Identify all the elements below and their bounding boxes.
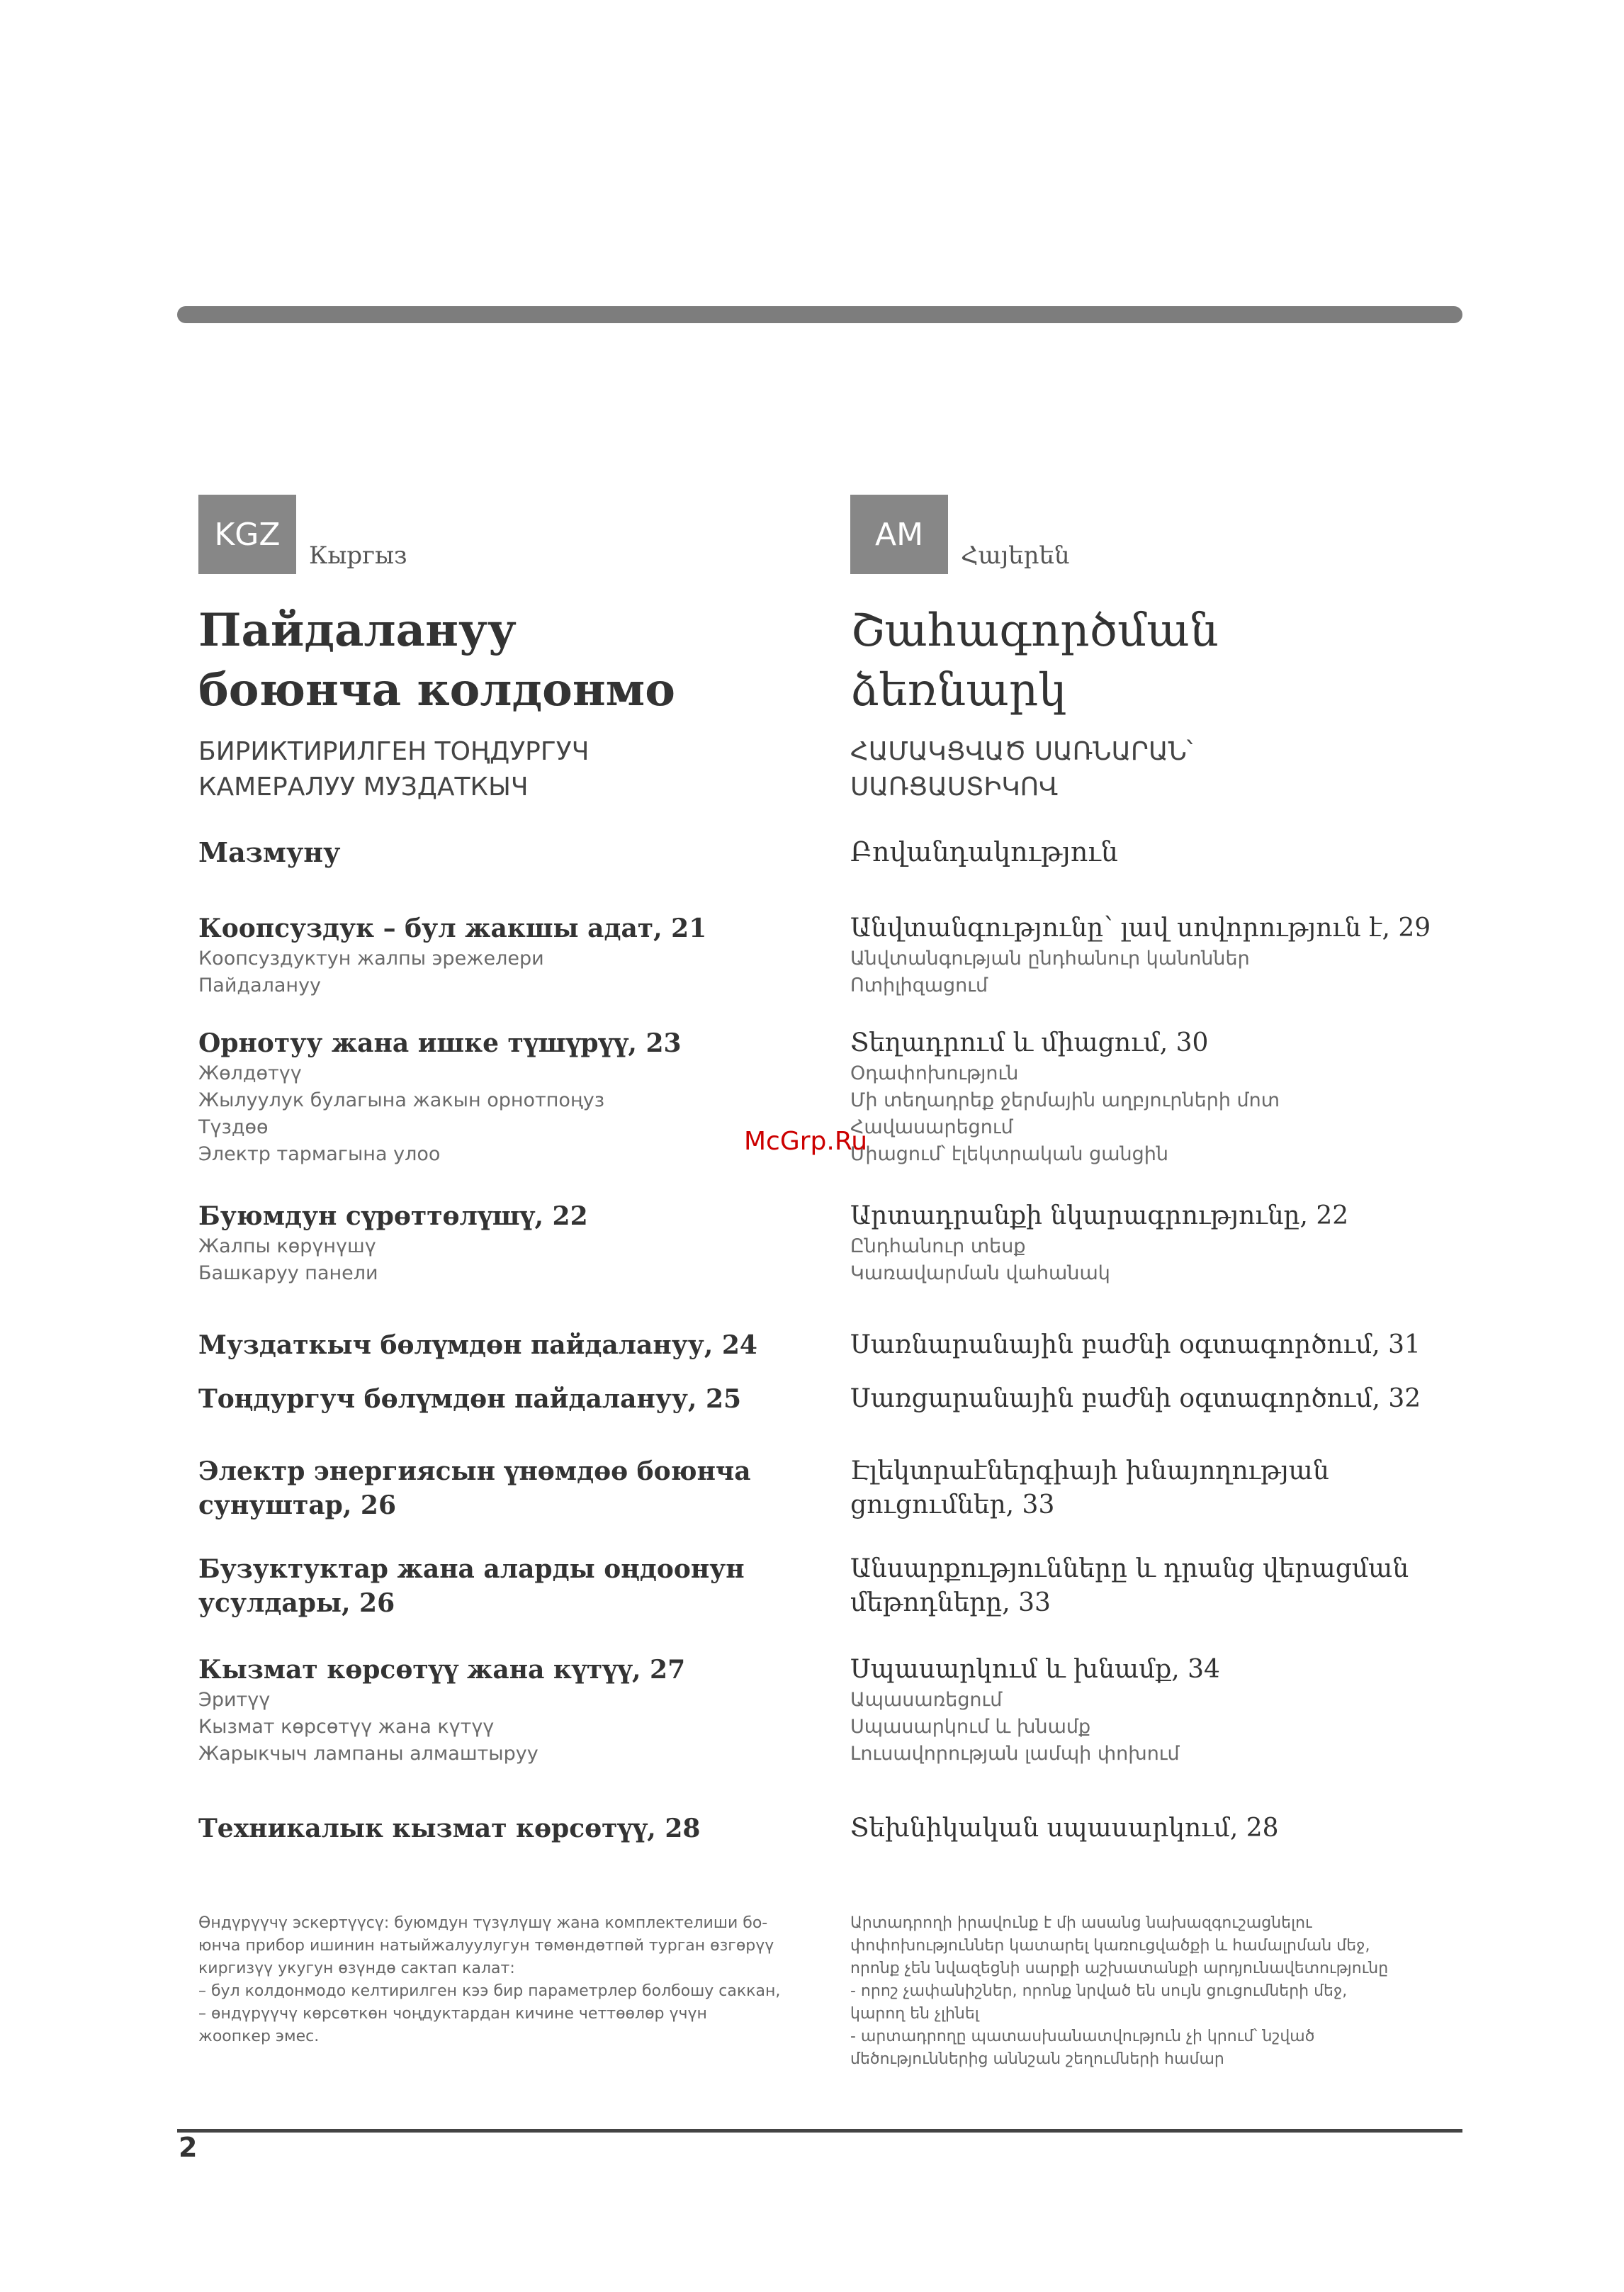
toc-section <box>850 911 1474 999</box>
toc-section <box>198 1552 822 1620</box>
toc-section <box>198 1811 822 1846</box>
page-number: 2 <box>179 2132 198 2163</box>
toc-subitem: Жалпы көрүнүшү <box>198 1235 376 1257</box>
toc-section-title: Бузуктуктар жана аларды оңдоонун <box>198 1554 745 1584</box>
toc-section-title: Սառնարանային բաժնի օգտագործում, 31 <box>850 1330 1421 1359</box>
toc-subitem: Միացում՝ էլեկտրական ցանցին <box>850 1143 1168 1165</box>
toc-subitem: Անվտանգության ընդհանուր կանոններ <box>850 948 1250 970</box>
toc-section-title: Техникалык кызмат көрсөтүү, 28 <box>198 1814 701 1843</box>
toc-subitem: Жарыкчыч лампаны алмаштыруу <box>198 1743 538 1765</box>
top-divider-bar <box>177 306 1462 323</box>
toc-subitem: Электр тармагына улоо <box>198 1143 441 1165</box>
toc-section <box>850 1328 1474 1362</box>
toc-subitem: Մի տեղադրեք ջերմային աղբյուրների մոտ <box>850 1089 1280 1111</box>
toc-subitem: Кызмат көрсөтүү жана күтүү <box>198 1716 495 1738</box>
note-line: - արտադրողը պատասխանատվություն չի կրում՝ նշված <box>850 2028 1315 2045</box>
toc-subitem: Օդափոխություն <box>850 1062 1019 1084</box>
toc-section <box>198 1454 822 1522</box>
column-armenian <box>850 495 1474 867</box>
contents-heading: Բովանդակություն <box>850 836 1118 867</box>
toc-section-title: Տեխնիկական սպասարկում, 28 <box>850 1814 1279 1843</box>
note-line: - որոշ չափանիշներ, որոնք նրված են սույն ցուցումների մեջ, <box>850 1982 1348 2000</box>
toc-section <box>198 1328 822 1362</box>
toc-section-title: Անվտանգությունը՝ լավ սովորություն է, 29 <box>850 914 1431 943</box>
note-line: жоопкер эмес. <box>198 2028 320 2045</box>
language-name: Кыргыз <box>309 541 407 570</box>
toc-section <box>198 1382 822 1416</box>
toc-section-title: Коопсуздук – бул жакшы адат, 21 <box>198 914 707 943</box>
toc-section <box>850 1026 1474 1168</box>
toc-section <box>198 1653 822 1768</box>
toc-section <box>850 1199 1474 1287</box>
language-name: Հայերեն <box>961 541 1070 570</box>
toc-section-title: ցուցումներ, 33 <box>850 1490 1055 1519</box>
toc-subitem: Эритүү <box>198 1689 271 1711</box>
language-code-badge: AM <box>850 495 948 574</box>
note-line: юнча прибор ишинин натыйжалуулугун төмөндөтпөй турган өзгөрүү <box>198 1937 774 1955</box>
toc-section-title: Արտադրանքի նկարագրությունը, 22 <box>850 1201 1349 1230</box>
toc-subitem: Жөлдөтүү <box>198 1062 302 1084</box>
toc-subitem: Жылуулук булагына жакын орнотпоңуз <box>198 1089 605 1111</box>
toc-subitem: Լուսավորության լամպի փոխում <box>850 1743 1180 1765</box>
toc-section-title: усулдары, 26 <box>198 1588 395 1618</box>
toc-subitem: Կառավարման վահանակ <box>850 1262 1110 1284</box>
note-line: փոփոխություններ կատարել կառուցվածքի և համալրման մեջ, <box>850 1937 1370 1955</box>
toc-subitem: Հավասարեցում <box>850 1116 1013 1138</box>
toc-section <box>850 1653 1474 1768</box>
toc-section <box>198 911 822 999</box>
toc-subitem: Ապասառեցում <box>850 1689 1003 1711</box>
manual-title: Пайдалануу боюнча колдонмо <box>198 604 675 717</box>
toc-section <box>850 1811 1474 1846</box>
note-line: киргизүү укугун өзүндө сактап калат: <box>198 1960 515 1977</box>
toc-section-title: Муздаткыч бөлүмдөн пайдалануу, 24 <box>198 1330 757 1360</box>
watermark-text: McGrp.Ru <box>744 1127 868 1156</box>
toc-section-title: Орнотуу жана ишке түшүрүү, 23 <box>198 1028 682 1058</box>
language-code-badge: KGZ <box>198 495 296 574</box>
language-header <box>198 495 822 574</box>
toc-section <box>198 1199 822 1287</box>
toc-subitem: Ընդհանուր տեսք <box>850 1235 1026 1257</box>
toc-section-title: Тоңдургуч бөлүмдөн пайдалануу, 25 <box>198 1384 742 1414</box>
toc-subitem: Башкаруу панели <box>198 1262 378 1284</box>
note-line: – өндүрүүчү көрсөткөн чоңдуктардан кичине четтөөлөр үчүн <box>198 2005 707 2023</box>
toc-section-title: Кызмат көрсөтүү жана күтүү, 27 <box>198 1655 686 1685</box>
toc-section-title: Սպասարկում և խնամք, 34 <box>850 1655 1220 1684</box>
toc-section-title: Անսարքությունները և դրանց վերացման <box>850 1554 1409 1583</box>
toc-section <box>850 1552 1474 1620</box>
toc-subitem: Коопсуздуктун жалпы эрежелери <box>198 948 544 970</box>
product-subtitle: БИРИКТИРИЛГЕН ТОҢДУРГУЧ КАМЕРАЛУУ МУЗДАТКЫЧ <box>198 737 590 802</box>
toc-section <box>850 1454 1474 1522</box>
note-line: Արտադրողի իրավունք է մի ասանց նախազգուշացնելու <box>850 1914 1312 1932</box>
manufacturer-note <box>198 1912 822 2048</box>
toc-section-title: Տեղադրում և միացում, 30 <box>850 1028 1209 1057</box>
toc-subitem: Սպասարկում և խնամք <box>850 1716 1091 1738</box>
note-line: որոնք չեն նվազեցնի սարքի աշխատանքի արդյունավետությունը <box>850 1960 1389 1977</box>
toc-subitem: Ոտիլիզացում <box>850 974 988 996</box>
product-subtitle: ՀԱՄԱԿՑՎԱԾ ՍԱՌՆԱՐԱՆ՝ ՍԱՌՑԱՍՏԻԿՈՎ <box>850 737 1193 802</box>
column-kyrgyz <box>198 495 822 868</box>
toc-section-title: Էլեկտրաէներգիայի խնայողության <box>850 1456 1329 1485</box>
toc-section-title: сунуштар, 26 <box>198 1490 397 1520</box>
note-line: կարող են չլինել <box>850 2005 979 2023</box>
note-line: մեծություններից աննշան շեղումների համար <box>850 2050 1224 2068</box>
toc-section <box>850 1382 1474 1416</box>
toc-subitem: Түздөө <box>198 1116 269 1138</box>
bottom-divider <box>177 2129 1462 2133</box>
toc-section-title: Электр энергиясын үнөмдөө боюнча <box>198 1456 751 1486</box>
contents-heading: Мазмуну <box>198 836 341 868</box>
manual-title: Շահագործման ձեռնարկ <box>850 605 1219 717</box>
toc-section <box>198 1026 822 1168</box>
note-line: Өндүрүүчү эскертүүсү: буюмдун түзүлүшү жана комплектелиши бо- <box>198 1914 768 1932</box>
toc-section-title: մեթոդները, 33 <box>850 1588 1051 1617</box>
language-header <box>850 495 1474 574</box>
toc-section-title: Սառցարանային բաժնի օգտագործում, 32 <box>850 1384 1421 1413</box>
note-line: – бул колдонмодо келтирилген кээ бир параметрлер болбошу саккан, <box>198 1982 781 2000</box>
toc-subitem: Пайдалануу <box>198 974 322 996</box>
manufacturer-note <box>850 1912 1474 2071</box>
toc-section-title: Буюмдун сүрөттөлүшү, 22 <box>198 1201 588 1231</box>
